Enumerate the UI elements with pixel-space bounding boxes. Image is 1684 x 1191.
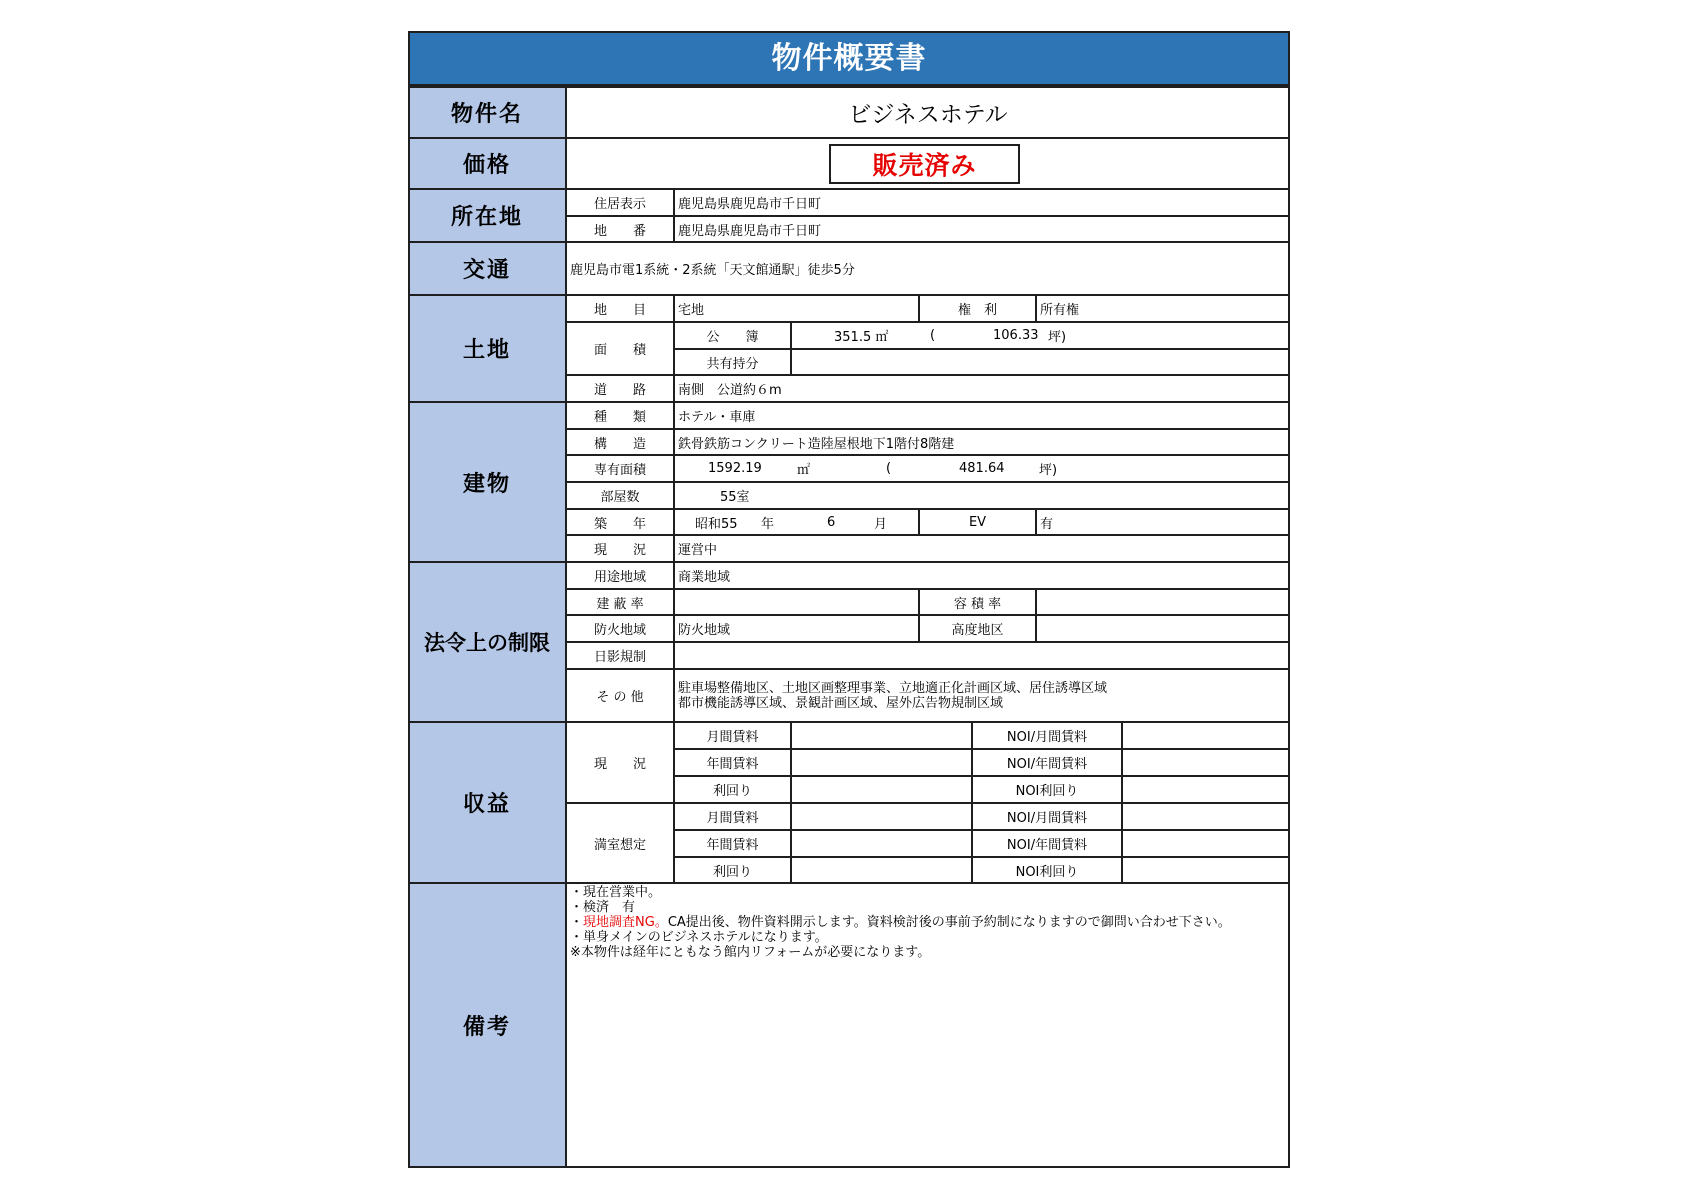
building-built-label: 築 年 xyxy=(566,509,674,535)
property-name-value: ビジネスホテル xyxy=(566,86,1290,138)
remarks-line3 xyxy=(570,915,1286,930)
label-income: 収益 xyxy=(408,722,566,883)
income-current-monthly-label: 月間賃料 xyxy=(674,722,791,749)
income-full-noi-annual-value xyxy=(1122,830,1290,857)
income-full-yield-value xyxy=(791,857,972,883)
remarks-line1: ・現在営業中。 xyxy=(570,885,662,900)
income-current-noi-annual-value xyxy=(1122,749,1290,776)
building-structure-value: 鉄骨鉄筋コンクリート造陸屋根地下1階付8階建 xyxy=(674,429,1290,455)
building-floor-area-label: 専有面積 xyxy=(566,455,674,482)
reg-shadow-label: 日影規制 xyxy=(566,642,674,669)
income-full-annual-value xyxy=(791,830,972,857)
income-full-label: 満室想定 xyxy=(566,803,674,883)
remarks-line3-warning: 現地調査NG。 xyxy=(583,915,668,930)
label-regulations: 法令上の制限 xyxy=(408,562,566,722)
income-full-yield-label: 利回り xyxy=(674,857,791,883)
remarks-line3-rest: CA提出後、物件資料開示します。資料検討後の事前予約制になりますので御問い合わせ下さい。 xyxy=(667,915,1231,930)
building-status-label: 現 況 xyxy=(566,535,674,562)
land-rights-label: 権 利 xyxy=(919,295,1036,322)
land-registry-label: 公 簿 xyxy=(674,322,791,349)
building-floor-area-row xyxy=(674,455,1290,482)
residence-label: 住居表示 xyxy=(566,189,674,216)
building-floor-area-unit: ㎡ xyxy=(797,463,811,478)
reg-coverage-value xyxy=(674,589,919,615)
label-location: 所在地 xyxy=(408,189,566,242)
reg-far-value xyxy=(1036,589,1290,615)
reg-other-label: そ の 他 xyxy=(566,669,674,722)
building-rooms-label: 部屋数 xyxy=(566,482,674,509)
income-current-noi-yield-value xyxy=(1122,776,1290,803)
building-ev-value: 有 xyxy=(1036,509,1290,535)
building-floor-tsubo: 481.64 xyxy=(959,461,1005,476)
income-full-noi-monthly-label: NOI/月間賃料 xyxy=(972,803,1122,830)
property-summary-sheet xyxy=(408,31,1290,1168)
building-type-label: 種 類 xyxy=(566,402,674,429)
building-built-month: 6 xyxy=(827,514,836,530)
land-road-label: 道 路 xyxy=(566,375,674,402)
reg-other-line2: 都市機能誘導区域、景観計画区域、屋外広告物規制区域 xyxy=(678,695,1004,711)
reg-far-label: 容 積 率 xyxy=(919,589,1036,615)
residence-value: 鹿児島県鹿児島市千日町 xyxy=(674,189,1290,216)
land-registry-open: ( xyxy=(930,328,936,343)
remarks-body xyxy=(566,883,1290,1168)
land-road-value: 南側 公道約６m xyxy=(674,375,1290,402)
income-current-noi-monthly-label: NOI/月間賃料 xyxy=(972,722,1122,749)
building-built-row xyxy=(674,509,919,535)
transport-value: 鹿児島市電1系統・2系統「天文館通駅」徒歩5分 xyxy=(566,242,1290,295)
reg-height-value xyxy=(1036,615,1290,642)
label-transport: 交通 xyxy=(408,242,566,295)
building-rooms-row xyxy=(674,482,1290,509)
lot-value: 鹿児島県鹿児島市千日町 xyxy=(674,216,1290,242)
building-floor-open: ( xyxy=(886,461,892,476)
income-full-noi-annual-label: NOI/年間賃料 xyxy=(972,830,1122,857)
land-area-label: 面 積 xyxy=(566,322,674,375)
land-rights-value: 所有権 xyxy=(1036,295,1290,322)
sheet-title: 物件概要書 xyxy=(408,31,1290,86)
building-built-era: 昭和55 xyxy=(695,516,738,532)
land-registry-m2: 351.5 ㎡ xyxy=(834,330,889,345)
building-status-value: 運営中 xyxy=(674,535,1290,562)
land-category-value: 宅地 xyxy=(674,295,919,322)
reg-other-line1: 駐車場整備地区、土地区画整理事業、立地適正化計画区域、居住誘導区域 xyxy=(678,680,1108,696)
income-full-noi-monthly-value xyxy=(1122,803,1290,830)
building-ev-label: EV xyxy=(919,509,1036,535)
label-building: 建物 xyxy=(408,402,566,562)
income-current-annual-value xyxy=(791,749,972,776)
income-current-noi-annual-label: NOI/年間賃料 xyxy=(972,749,1122,776)
building-built-year-unit: 年 xyxy=(761,516,775,532)
income-full-noi-yield-label: NOI利回り xyxy=(972,857,1122,883)
land-category-label: 地 目 xyxy=(566,295,674,322)
land-share-label: 共有持分 xyxy=(674,349,791,375)
building-built-month-unit: 月 xyxy=(874,516,888,532)
income-current-monthly-value xyxy=(791,722,972,749)
income-full-annual-label: 年間賃料 xyxy=(674,830,791,857)
reg-fire-value: 防火地域 xyxy=(674,615,919,642)
income-current-annual-label: 年間賃料 xyxy=(674,749,791,776)
reg-height-label: 高度地区 xyxy=(919,615,1036,642)
land-share-value xyxy=(791,349,1290,375)
building-rooms-value: 55室 xyxy=(720,490,750,505)
income-current-yield-label: 利回り xyxy=(674,776,791,803)
remarks-line4: ・単身メインのビジネスホテルになります。 xyxy=(570,930,828,945)
income-full-noi-yield-value xyxy=(1122,857,1290,883)
reg-fire-label: 防火地域 xyxy=(566,615,674,642)
income-current-label: 現 況 xyxy=(566,722,674,803)
lot-label: 地 番 xyxy=(566,216,674,242)
building-floor-tsubo-unit: 坪) xyxy=(1039,463,1058,478)
building-structure-label: 構 造 xyxy=(566,429,674,455)
building-type-value: ホテル・車庫 xyxy=(674,402,1290,429)
label-remarks: 備考 xyxy=(408,883,566,1168)
remarks-line5: ※本物件は経年にともなう館内リフォームが必要になります。 xyxy=(570,945,931,960)
land-registry-tsubo: 106.33 xyxy=(993,328,1039,343)
remarks-line2: ・検済 有 xyxy=(570,900,636,915)
label-property-name: 物件名 xyxy=(408,86,566,138)
income-current-noi-monthly-value xyxy=(1122,722,1290,749)
land-registry-row xyxy=(791,322,1290,349)
remarks-line3-prefix: ・ xyxy=(570,915,584,930)
income-current-noi-yield-label: NOI利回り xyxy=(972,776,1122,803)
reg-use-label: 用途地域 xyxy=(566,562,674,589)
land-registry-unit: 坪) xyxy=(1048,330,1067,345)
sold-badge: 販売済み xyxy=(829,144,1020,184)
reg-other-value xyxy=(674,669,1290,722)
reg-use-value: 商業地域 xyxy=(674,562,1290,589)
reg-shadow-value xyxy=(674,642,1290,669)
label-land: 土地 xyxy=(408,295,566,402)
reg-coverage-label: 建 蔽 率 xyxy=(566,589,674,615)
building-floor-area: 1592.19 xyxy=(708,461,762,476)
label-price: 価格 xyxy=(408,138,566,189)
income-current-yield-value xyxy=(791,776,972,803)
income-full-monthly-label: 月間賃料 xyxy=(674,803,791,830)
income-full-monthly-value xyxy=(791,803,972,830)
